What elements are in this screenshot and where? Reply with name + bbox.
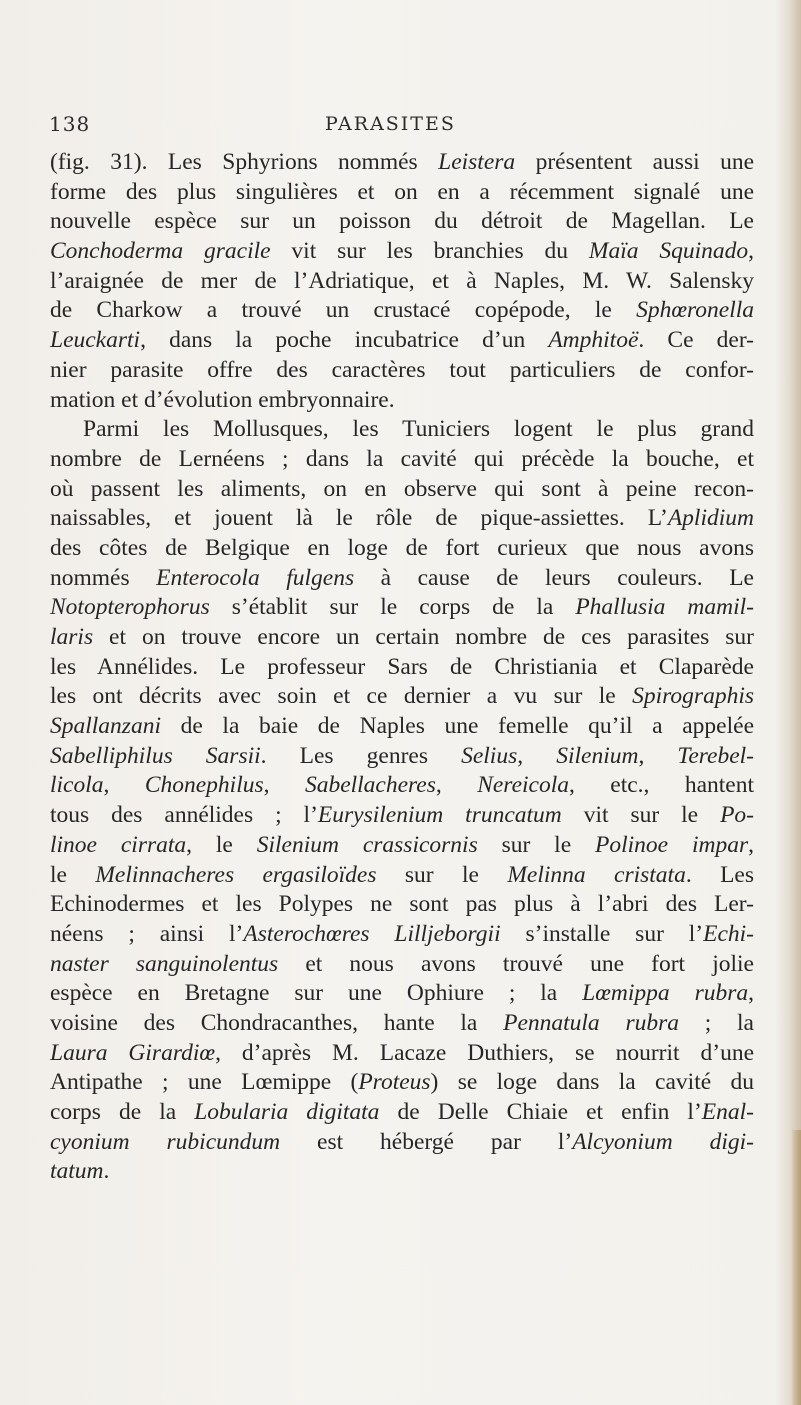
text-line: [50, 1128, 754, 1158]
text-line: [50, 415, 754, 445]
italic-term: Conchoderma gracile: [50, 238, 271, 265]
text-line: [50, 504, 754, 534]
text-run: et nous avons trouvé une fort jolie: [278, 950, 754, 977]
text-line: [50, 742, 754, 772]
text-run: Parmi les Mollusques, les Tuniciers logent le plus grand: [83, 416, 754, 443]
text-line: [50, 1098, 754, 1128]
body-text: [50, 148, 754, 1187]
italic-term: Amphitoë: [548, 327, 639, 354]
italic-term: Leistera: [438, 149, 516, 175]
italic-term: Sabellacheres: [304, 772, 436, 799]
text-run: vit sur le: [561, 802, 721, 829]
text-run: les ont décrits avec soin et ce dernier a vu sur le: [50, 683, 633, 710]
italic-term: Leuckarti: [50, 327, 141, 354]
text-run: vit sur les branchies du: [270, 238, 589, 265]
text-run: forme des plus singulières et on en a récemment signalé une: [50, 178, 754, 205]
text-line: [50, 356, 754, 386]
italic-term: Melinna cristata: [507, 861, 686, 888]
page-edge-stain: [791, 1130, 801, 1405]
italic-term: Notopterophorus: [50, 594, 210, 621]
italic-term: Sabelliphilus Sarsii: [50, 742, 261, 769]
italic-term: Terebel-: [677, 742, 755, 769]
italic-term: Asterochœres Lilljeborgii: [243, 920, 501, 947]
running-title: PARASITES: [325, 113, 456, 135]
text-run: (fig. 31). Les Sphyrions nommés: [50, 149, 439, 175]
text-run: . Ce der-: [638, 327, 755, 354]
text-run: les Annélides. Le professeur Sars de Christiania et Claparède: [50, 653, 754, 680]
text-line: [50, 979, 754, 1009]
text-line: [50, 801, 754, 831]
italic-term: licola: [50, 772, 104, 799]
italic-term: Lobularia digitata: [194, 1099, 380, 1125]
text-run: , dans la poche incubatrice d’un: [140, 327, 549, 354]
text-run: ,: [517, 742, 557, 769]
italic-term: Phallusia mamil-: [575, 594, 754, 621]
text-line: [50, 653, 754, 683]
text-run: ,: [638, 742, 678, 769]
text-line: [50, 445, 754, 475]
italic-term: Po-: [720, 802, 754, 829]
text-run: nouvelle espèce sur un poisson du détroit de Magellan. Le: [50, 208, 754, 235]
text-run: , d’après M. Lacaze Duthiers, se nourrit d’une: [215, 1039, 754, 1066]
text-line: [50, 534, 754, 564]
italic-term: laris: [50, 624, 94, 650]
italic-term: Spirographis: [632, 683, 754, 710]
text-run: nombre de Lernéens ; dans la cavité qui précède la bouche, et: [50, 445, 754, 472]
text-run: ) se loge dans la cavité du: [430, 1069, 754, 1096]
text-run: à cause de leurs couleurs. Le: [354, 564, 754, 591]
italic-term: Proteus: [358, 1069, 431, 1096]
italic-term: linoe cirrata: [50, 831, 187, 858]
text-run: le: [50, 861, 96, 888]
text-run: ,: [748, 831, 754, 858]
text-run: Echinodermes et les Polypes ne sont pas plus à l’abri des Ler-: [50, 891, 754, 918]
italic-term: Eurysilenium truncatum: [317, 802, 562, 829]
italic-term: Sphœronella: [636, 297, 754, 324]
text-run: est hébergé par l’: [280, 1128, 573, 1155]
text-run: . Les: [685, 861, 755, 888]
italic-term: Selius: [461, 742, 518, 769]
italic-term: Polinoe impar: [595, 831, 749, 858]
italic-term: Laura Girardiœ: [50, 1039, 216, 1066]
text-run: Antipathe ; une Lœmippe (: [50, 1069, 359, 1096]
text-run: ,: [435, 772, 478, 799]
text-run: espèce en Bretagne sur une Ophiure ; la: [50, 980, 583, 1007]
italic-term: Nereicola: [477, 772, 569, 799]
italic-term: naster sanguinolentus: [50, 950, 279, 977]
text-run: néens ; ainsi l’: [50, 920, 244, 947]
text-run: voisine des Chondracanthes, hante la: [50, 1009, 504, 1036]
text-run: naissables, et jouent là le rôle de pique-assiettes. L’: [50, 505, 668, 532]
text-line: [50, 920, 754, 950]
italic-term: Aplidium: [667, 505, 754, 532]
text-run: sur le: [477, 831, 595, 858]
running-head: [0, 112, 801, 152]
text-line: [50, 950, 754, 980]
text-line: [50, 296, 754, 326]
text-run: .: [103, 1158, 110, 1185]
text-run: corps de la: [50, 1099, 195, 1125]
italic-term: Silenium: [556, 742, 639, 769]
text-line: [50, 593, 754, 623]
italic-term: cyonium rubicundum: [50, 1128, 281, 1155]
italic-term: Enal-: [701, 1099, 755, 1125]
text-line: [50, 831, 754, 861]
text-line: [50, 1009, 754, 1039]
text-run: s’établit sur le corps de la: [209, 594, 576, 621]
italic-term: Silenium crassicornis: [256, 831, 478, 858]
text-run: , le: [186, 831, 257, 858]
italic-term: Lœmippa rubra: [582, 980, 749, 1007]
text-run: mation et d’évolution embryonnaire.: [50, 386, 395, 413]
text-run: nommés: [50, 564, 157, 591]
text-run: et on trouve encore un certain nombre de ces parasites sur: [93, 624, 754, 650]
text-line: [50, 564, 754, 594]
text-run: ,: [748, 980, 754, 1007]
italic-term: Echi-: [703, 920, 754, 947]
text-line: [50, 771, 754, 801]
text-run: nier parasite offre des caractères tout particuliers de confor-: [50, 356, 754, 383]
text-line: [50, 1157, 754, 1187]
text-line: [50, 178, 754, 208]
text-run: de Delle Chiaie et enfin l’: [379, 1099, 702, 1125]
text-line: [50, 682, 754, 712]
text-line: [50, 386, 754, 416]
italic-term: tatum: [50, 1158, 104, 1185]
text-run: de Charkow a trouvé un crustacé copépode, le: [50, 297, 637, 324]
italic-term: Maïa Squinado: [588, 238, 749, 265]
text-run: tous des annélides ; l’: [50, 802, 318, 829]
italic-term: Spallanzani: [50, 713, 161, 740]
text-line: [50, 475, 754, 505]
text-run: ,: [748, 238, 754, 265]
italic-term: Chonephilus: [144, 772, 264, 799]
text-line: [50, 237, 754, 267]
text-line: [50, 1068, 754, 1098]
text-line: [50, 207, 754, 237]
text-run: , etc., hantent: [568, 772, 755, 799]
text-run: sur le: [376, 861, 508, 888]
text-run: de la baie de Naples une femelle qu’il a appelée: [160, 713, 754, 740]
text-line: [50, 623, 754, 653]
page-number: 138: [49, 112, 91, 136]
italic-term: Pennatula rubra: [503, 1009, 679, 1036]
text-run: où passent les aliments, on en observe qui sont à peine recon-: [50, 475, 754, 502]
text-run: ; la: [678, 1009, 754, 1036]
text-line: [50, 861, 754, 891]
text-run: . Les genres: [260, 742, 462, 769]
text-line: [50, 148, 754, 178]
text-line: [50, 1039, 754, 1069]
italic-term: Alcyonium digi-: [572, 1128, 754, 1155]
italic-term: Melinnacheres ergasiloïdes: [95, 861, 377, 888]
text-line: [50, 712, 754, 742]
text-run: ,: [103, 772, 145, 799]
text-line: [50, 326, 754, 356]
text-run: ,: [263, 772, 305, 799]
text-run: l’araignée de mer de l’Adriatique, et à Naples, M. W. Salensky: [50, 267, 754, 294]
text-line: [50, 890, 754, 920]
text-run: des côtes de Belgique en loge de fort curieux que nous avons: [50, 534, 754, 561]
italic-term: Enterocola fulgens: [156, 564, 355, 591]
text-run: présentent aussi une: [515, 149, 754, 175]
text-run: s’installe sur l’: [500, 920, 704, 947]
text-line: [50, 267, 754, 297]
